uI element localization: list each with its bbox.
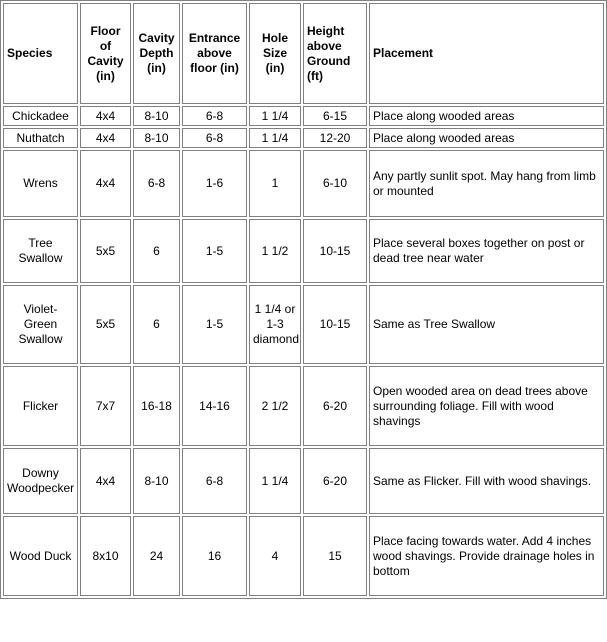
- cell-placement: Place along wooded areas: [369, 128, 604, 148]
- cell-height: 10-15: [303, 285, 367, 364]
- cell-entrance: 6-8: [182, 128, 247, 148]
- cell-placement: Place several boxes together on post or dead tree near water: [369, 219, 604, 283]
- cell-depth: 6: [133, 285, 180, 364]
- table-row: [3, 106, 604, 126]
- cell-placement: Same as Flicker. Fill with wood shavings.: [369, 448, 604, 514]
- cell-species: Chickadee: [3, 106, 78, 126]
- cell-hole: 1: [249, 150, 301, 217]
- header-hole-size: Hole Size (in): [249, 3, 301, 104]
- table-row: [3, 448, 604, 514]
- cell-species: Violet-Green Swallow: [3, 285, 78, 364]
- cell-hole: 1 1/4: [249, 106, 301, 126]
- header-placement: Placement: [369, 3, 604, 104]
- cell-depth: 6-8: [133, 150, 180, 217]
- cell-species: Flicker: [3, 366, 78, 446]
- cell-floor: 5x5: [80, 285, 131, 364]
- cell-depth: 8-10: [133, 128, 180, 148]
- cell-depth: 8-10: [133, 106, 180, 126]
- cell-entrance: 14-16: [182, 366, 247, 446]
- table-row: [3, 150, 604, 217]
- cell-hole: 1 1/4: [249, 128, 301, 148]
- header-cavity-depth: Cavity Depth (in): [133, 3, 180, 104]
- cell-species: Nuthatch: [3, 128, 78, 148]
- cell-placement: Same as Tree Swallow: [369, 285, 604, 364]
- cell-hole: 1 1/4: [249, 448, 301, 514]
- cell-floor: 4x4: [80, 448, 131, 514]
- cell-species: Wrens: [3, 150, 78, 217]
- header-species: Species: [3, 3, 78, 104]
- cell-depth: 8-10: [133, 448, 180, 514]
- cell-height: 6-15: [303, 106, 367, 126]
- cell-height: 6-10: [303, 150, 367, 217]
- cell-floor: 4x4: [80, 106, 131, 126]
- cell-floor: 4x4: [80, 150, 131, 217]
- cell-floor: 8x10: [80, 516, 131, 596]
- cell-hole: 4: [249, 516, 301, 596]
- header-floor-of-cavity: Floor of Cavity (in): [80, 3, 131, 104]
- cell-height: 10-15: [303, 219, 367, 283]
- cell-entrance: 6-8: [182, 448, 247, 514]
- cell-height: 6-20: [303, 366, 367, 446]
- table-row: [3, 219, 604, 283]
- table-row: [3, 285, 604, 364]
- header-row: [3, 3, 604, 104]
- header-entrance-above-floor: Entrance above floor (in): [182, 3, 247, 104]
- cell-entrance: 1-5: [182, 219, 247, 283]
- header-height-above-ground: Height above Ground (ft): [303, 3, 367, 104]
- cell-species: Downy Woodpecker: [3, 448, 78, 514]
- table-row: [3, 128, 604, 148]
- cell-placement: Place facing towards water. Add 4 inches wood shavings. Provide drainage holes in bottom: [369, 516, 604, 596]
- cell-height: 12-20: [303, 128, 367, 148]
- cell-floor: 4x4: [80, 128, 131, 148]
- cell-entrance: 1-5: [182, 285, 247, 364]
- cell-placement: Open wooded area on dead trees above surrounding foliage. Fill with wood shavings: [369, 366, 604, 446]
- cell-placement: Place along wooded areas: [369, 106, 604, 126]
- cell-floor: 7x7: [80, 366, 131, 446]
- cell-depth: 6: [133, 219, 180, 283]
- cell-entrance: 16: [182, 516, 247, 596]
- cell-depth: 24: [133, 516, 180, 596]
- table-row: [3, 516, 604, 596]
- cell-depth: 16-18: [133, 366, 180, 446]
- cell-height: 15: [303, 516, 367, 596]
- cell-species: Tree Swallow: [3, 219, 78, 283]
- cell-hole: 1 1/4 or 1-3 diamond: [249, 285, 301, 364]
- cell-floor: 5x5: [80, 219, 131, 283]
- cell-entrance: 6-8: [182, 106, 247, 126]
- cell-species: Wood Duck: [3, 516, 78, 596]
- cell-hole: 2 1/2: [249, 366, 301, 446]
- cell-placement: Any partly sunlit spot. May hang from limb or mounted: [369, 150, 604, 217]
- table-row: [3, 366, 604, 446]
- cell-hole: 1 1/2: [249, 219, 301, 283]
- cell-height: 6-20: [303, 448, 367, 514]
- cell-entrance: 1-6: [182, 150, 247, 217]
